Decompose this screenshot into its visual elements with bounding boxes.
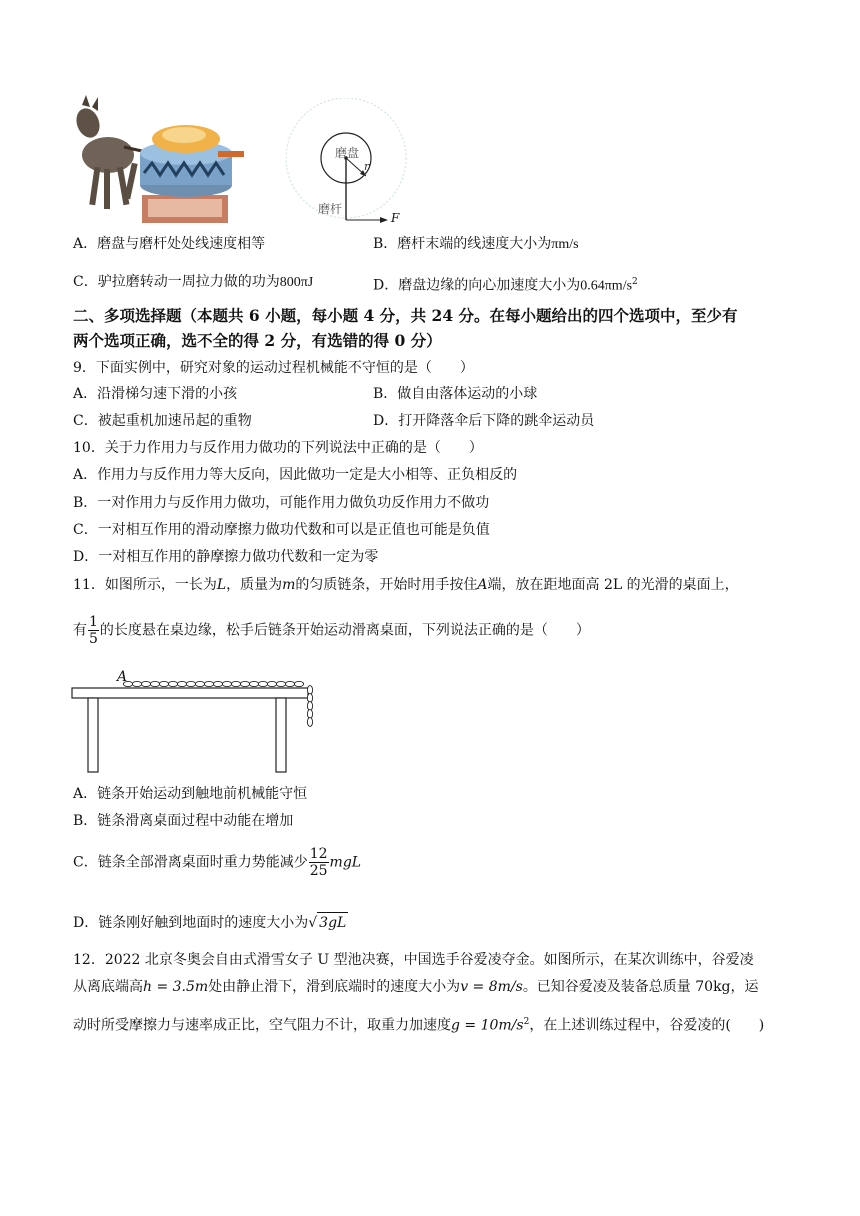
q8-option-b: B．磨杆末端的线速度大小为πm/s — [373, 236, 579, 252]
radius-label: r — [364, 160, 370, 173]
q8-option-a: A．磨盘与磨杆处处线速度相等 — [73, 236, 266, 252]
q10-stem: 10．关于力作用力与反作用力做功的下列说法中正确的是（ ） — [73, 440, 483, 456]
rod-label: 磨杆 — [318, 202, 343, 216]
disk-label: 磨盘 — [335, 146, 360, 160]
q11-option-c: C．链条全部滑离桌面时重力势能减少 $\frac{12}{25}$ mgL — [73, 846, 362, 879]
chain-link — [132, 681, 141, 686]
q11-option-a: A．链条开始运动到触地前机械能守恒 — [73, 786, 308, 802]
q11-option-d: D．链条刚好触到地面时的速度大小为√ 3gL — [73, 912, 348, 933]
q10-option-a: A．作用力与反作用力等大反向，因此做功一定是大小相等、正负相反的 — [73, 467, 518, 483]
chain-end-label: A — [117, 669, 128, 685]
chain-link — [231, 681, 240, 686]
chain-link — [285, 681, 294, 686]
q10-option-b: B．一对作用力与反作用力做功，可能作用力做负功反作用力不做功 — [73, 495, 490, 511]
chain-link — [240, 681, 249, 686]
chain-link — [141, 681, 150, 686]
chain-link — [276, 681, 285, 686]
chain-link — [168, 681, 177, 686]
chain-link — [204, 681, 213, 686]
q11-stem-line1: 11．如图所示，一长为L，质量为m的匀质链条，开始时用手按住A端，放在距地面高 2L 的光滑的桌面上， — [73, 577, 739, 593]
donkey-mill-illustration — [68, 95, 246, 227]
chain-link — [213, 681, 222, 686]
q9-option-c: C．被起重机加速吊起的重物 — [73, 413, 252, 429]
q9-stem: 9．下面实例中，研究对象的运动过程机械能不守恒的是（ ） — [73, 360, 474, 376]
chain-link — [159, 681, 168, 686]
chain-link — [195, 681, 204, 686]
q10-option-d: D．一对相互作用的静摩擦力做功代数和一定为零 — [73, 549, 379, 565]
q8-option-d: D．磨盘边缘的向心加速度大小为$0.64\pi m/s^2$ — [373, 277, 638, 294]
q12-line1: 12．2022 北京冬奥会自由式滑雪女子 U 型池决赛，中国选手谷爱凌夺金。如图所示，在某次训练中，谷爱凌 — [73, 952, 754, 968]
fraction-one-fifth: $\frac{1}{5}$ — [89, 614, 98, 647]
chain-link-hanging — [307, 694, 312, 703]
chain-link — [222, 681, 231, 686]
q9-option-b: B．做自由落体运动的小球 — [373, 386, 538, 402]
q9-option-a: A．沿滑梯匀速下滑的小孩 — [73, 386, 238, 402]
chain-link — [186, 681, 195, 686]
section2-heading-line1: 二、多项选择题（本题共 6 小题，每小题 4 分，共 24 分。在每小题给出的四个选项中，至少有 — [73, 306, 738, 325]
q12-line2: 从离底端高h = 3.5m处由静止滑下，滑到底端时的速度大小为v = 8m/s。已知谷爱凌及装备总质量 70kg，运 — [73, 979, 759, 995]
chain-link — [294, 681, 303, 686]
q8-option-c: C．驴拉磨转动一周拉力做的功为800πJ — [73, 274, 314, 290]
chain-link — [267, 681, 276, 686]
chain-link-hanging — [307, 710, 312, 719]
chain-link-hanging — [307, 686, 312, 695]
q12-line3: 动时所受摩擦力与速率成正比，空气阻力不计，取重力加速度$g = 10m/s^2$，在上述训练过程中，谷爱凌的( ) — [73, 1017, 765, 1034]
chain-link — [177, 681, 186, 686]
q9-option-d: D．打开降落伞后下降的跳伞运动员 — [373, 413, 595, 429]
q11-option-b: B．链条滑离桌面过程中动能在增加 — [73, 813, 294, 829]
chain-link — [249, 681, 258, 686]
chain-link-hanging — [307, 718, 312, 727]
chain-link — [258, 681, 267, 686]
chain-link — [150, 681, 159, 686]
chain-link-hanging — [307, 702, 312, 711]
table-chain-diagram — [70, 670, 320, 775]
section2-heading-line2: 两个选项正确，选不全的得 2 分，有选错的得 0 分） — [73, 331, 442, 350]
force-label: F — [391, 211, 400, 225]
q11-stem-line2: 有 $\frac{1}{5}$ 的长度悬在桌边缘，松手后链条开始运动滑离桌面，下列说法正确的是（ ） — [73, 614, 590, 647]
q10-option-c: C．一对相互作用的滑动摩擦力做功代数和可以是正值也可能是负值 — [73, 522, 490, 538]
